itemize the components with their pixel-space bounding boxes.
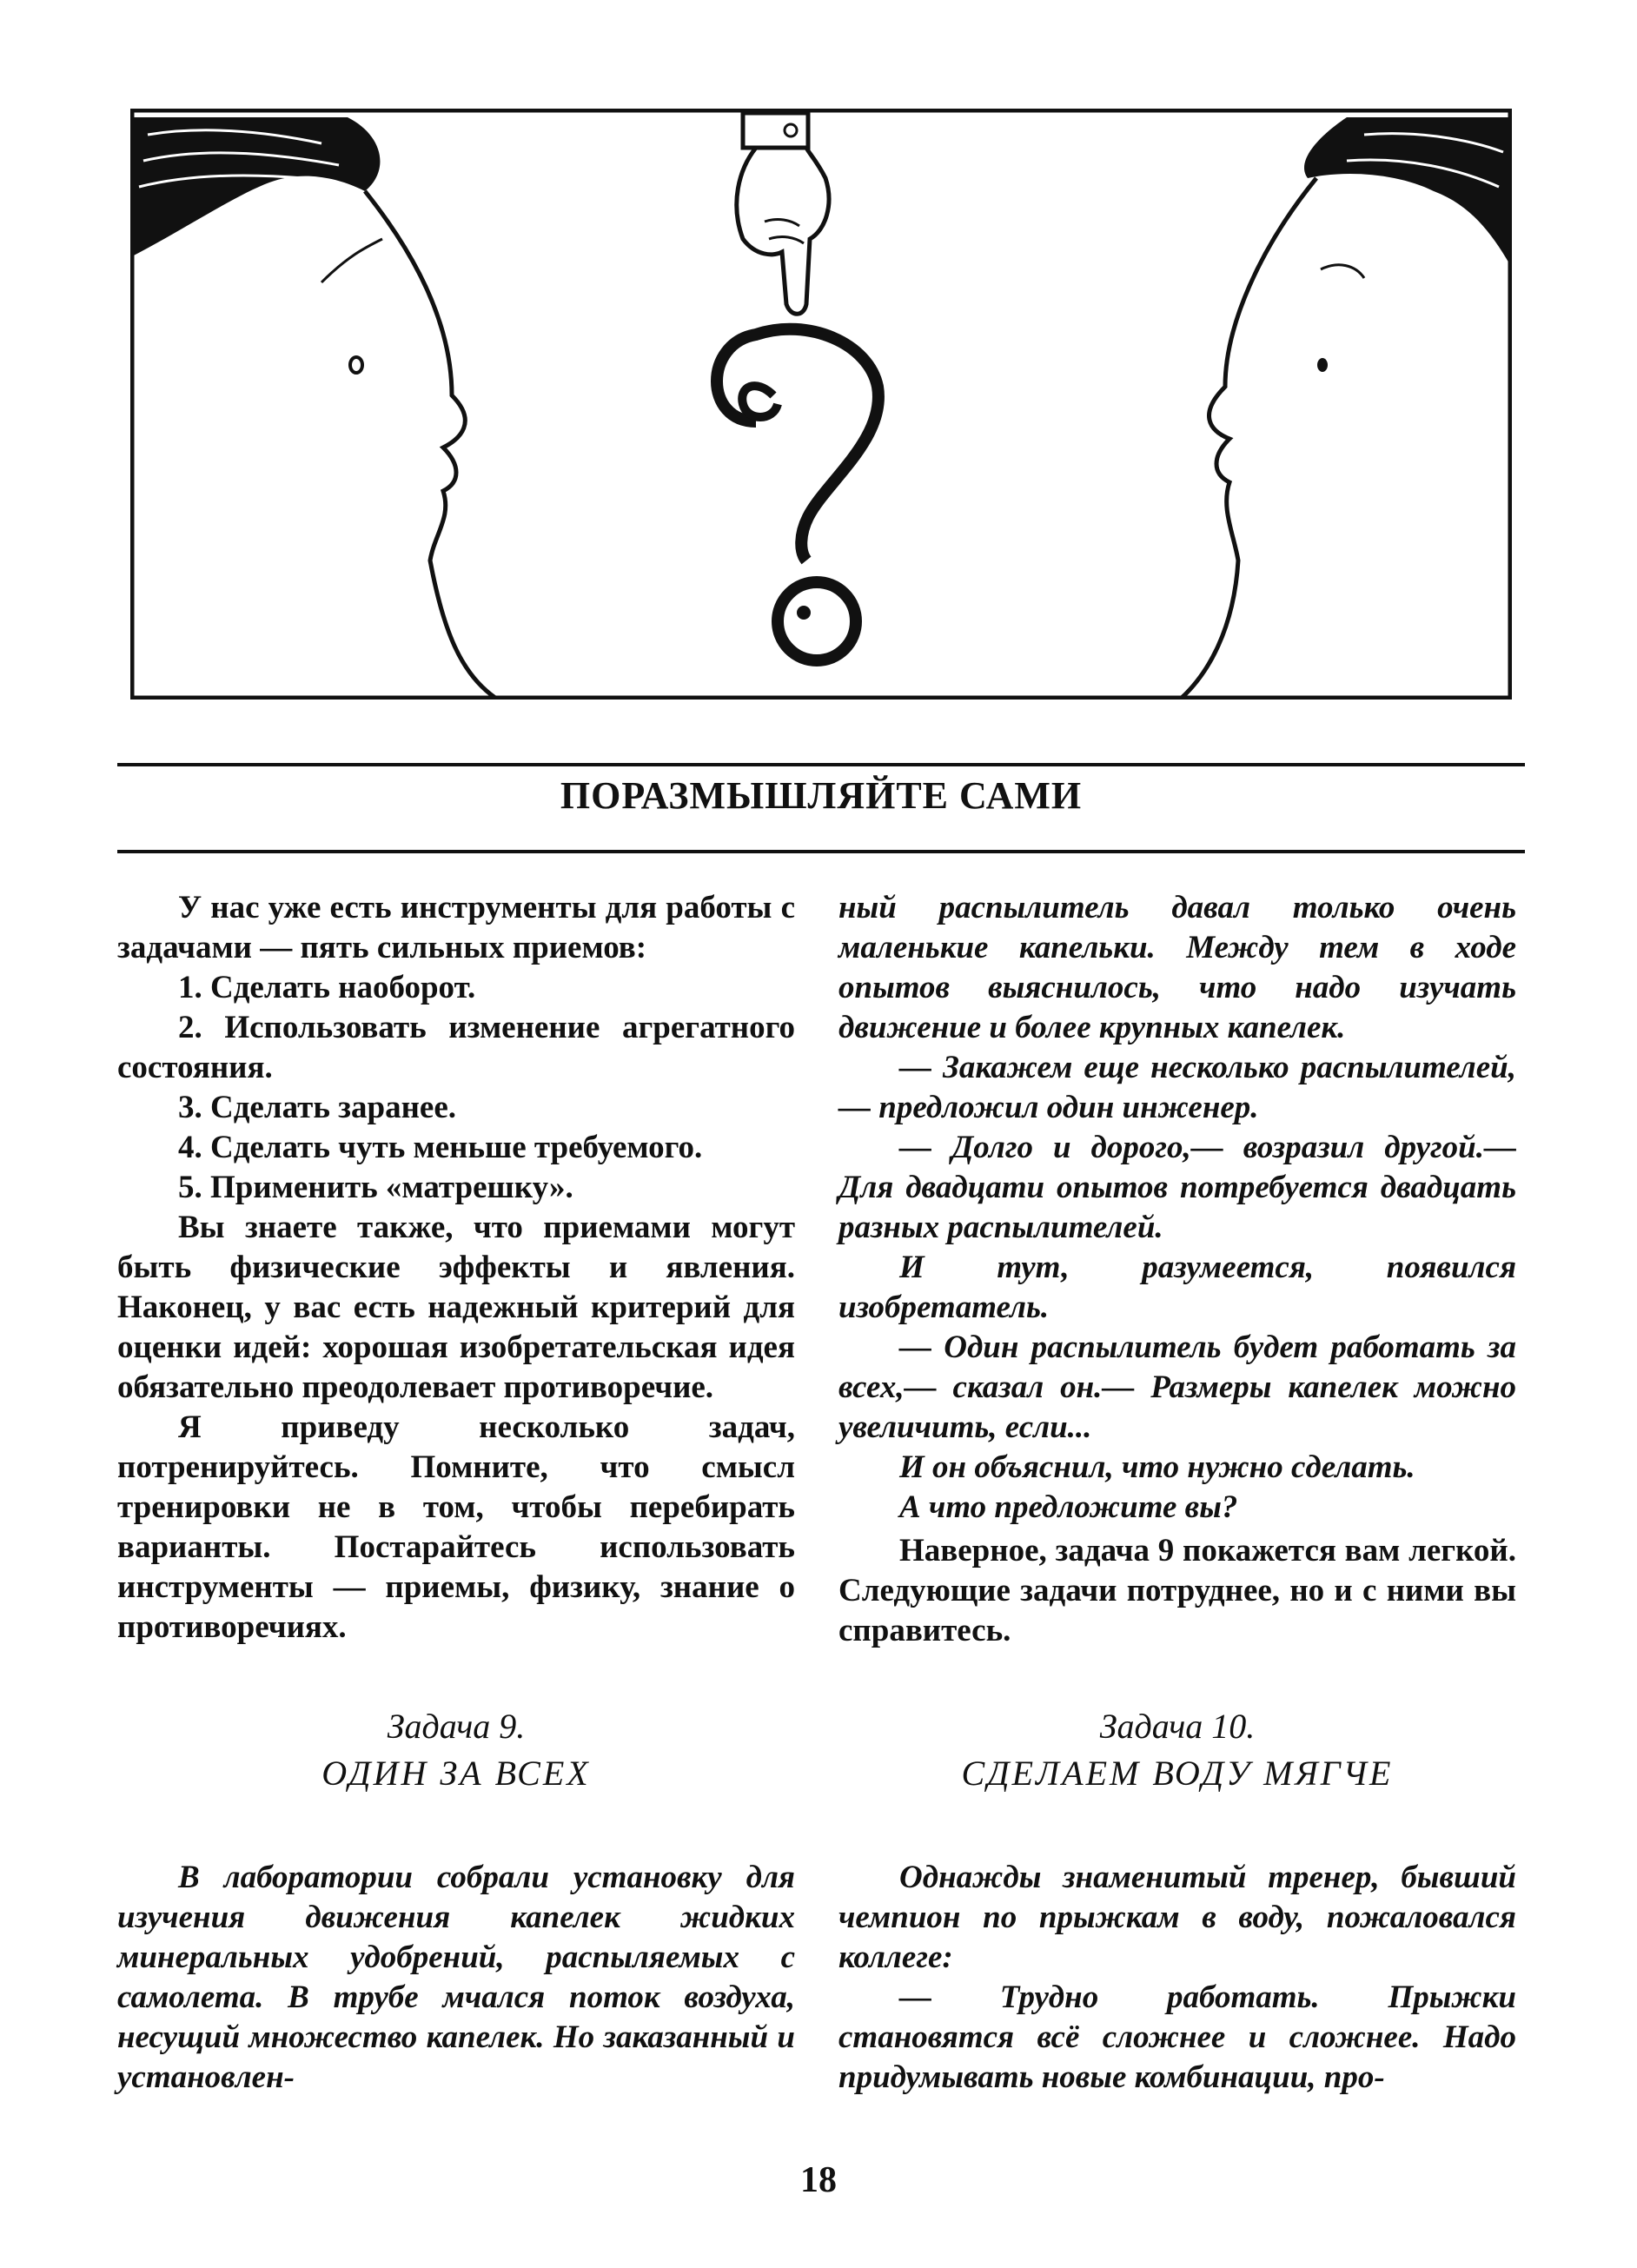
list-item: 1. Сделать наоборот. <box>178 970 476 1005</box>
list-item: 5. Применить «матрешку». <box>178 1170 573 1205</box>
section-title: ПОРАЗМЫШЛЯЙТЕ САМИ <box>560 774 1083 817</box>
task10-number: Задача 10. <box>1099 1707 1256 1746</box>
paragraph: И тут, разумеется, появился изобретатель. <box>838 1250 1516 1325</box>
task10-text <box>838 1858 1516 2098</box>
task10-title: СДЕЛАЕМ ВОДУ МЯГЧЕ <box>961 1754 1394 1793</box>
bottom-rule <box>117 850 1525 853</box>
paragraph: ный распылитель давал только очень маленькие капельки. Между тем в ходе опытов выяснилось, что надо изучать движение и более крупных капелек. <box>838 890 1516 1045</box>
task9-title: ОДИН ЗА ВСЕХ <box>321 1754 591 1793</box>
paragraph: — Закажем еще несколько распылителей,— предложил один инженер. <box>838 1050 1516 1125</box>
right-note <box>838 1531 1516 1651</box>
paragraph: И он объяснил, что нужно сделать. <box>899 1449 1415 1485</box>
page-number: 18 <box>800 2160 837 2200</box>
task9-text <box>117 1858 795 2098</box>
paragraph: Я приведу несколько задач, потренируйтесь. Помните, что смысл тренировки не в том, чтобы перебирать варианты. Постарайтесь использовать инструменты — приемы, физику, знание о противоречиях. <box>117 1409 795 1645</box>
paragraph: Вы знаете также, что приемами могут быть физические эффекты и явления. Наконец, у вас есть надежный критерий для оценки идей: хорошая изобретательская идея обязательно преодолевает противоречие. <box>117 1210 795 1405</box>
task9-heading <box>117 1703 795 1797</box>
list-item: 4. Сделать чуть меньше требуемого. <box>178 1130 703 1165</box>
task9-number: Задача 9. <box>387 1707 526 1746</box>
paragraph: У нас уже есть инструменты для работы с задачами — пять сильных приемов: <box>117 890 795 965</box>
top-rule <box>117 763 1525 766</box>
paragraph: Наверное, задача 9 покажется вам легкой. Следующие задачи потруднее, но и с ними вы справитесь. <box>838 1533 1516 1648</box>
paragraph: — Трудно работать. Прыжки становятся всё сложнее и сложнее. Надо придумывать новые комбинации, про- <box>838 1980 1516 2095</box>
paragraph: — Один распылитель будет работать за всех,— сказал он.— Размеры капелек можно увеличить, если... <box>838 1330 1516 1445</box>
paragraph: Однажды знаменитый тренер, бывший чемпион по прыжкам в воду, пожаловался коллеге: <box>838 1860 1516 1975</box>
illustration-two-profiles-question <box>130 109 1512 700</box>
paragraph: А что предложите вы? <box>899 1489 1238 1525</box>
list-item: 3. Сделать заранее. <box>178 1090 457 1125</box>
list-item: 2. Использовать изменение агрегатного состояния. <box>117 1010 795 1085</box>
paragraph: В лаборатории собрали установку для изучения движения капелек жидких минеральных удобрений, распыляемых с самолета. В трубе мчался поток воздуха, несущий множество капелек. Но заказанный и установлен- <box>117 1860 795 2095</box>
paragraph: — Долго и дорого,— возразил другой.— Для двадцати опытов потребуется двадцать разных распылителей. <box>838 1130 1516 1245</box>
right-column <box>838 888 1516 1528</box>
task10-heading <box>838 1703 1516 1797</box>
left-column <box>117 888 795 1648</box>
